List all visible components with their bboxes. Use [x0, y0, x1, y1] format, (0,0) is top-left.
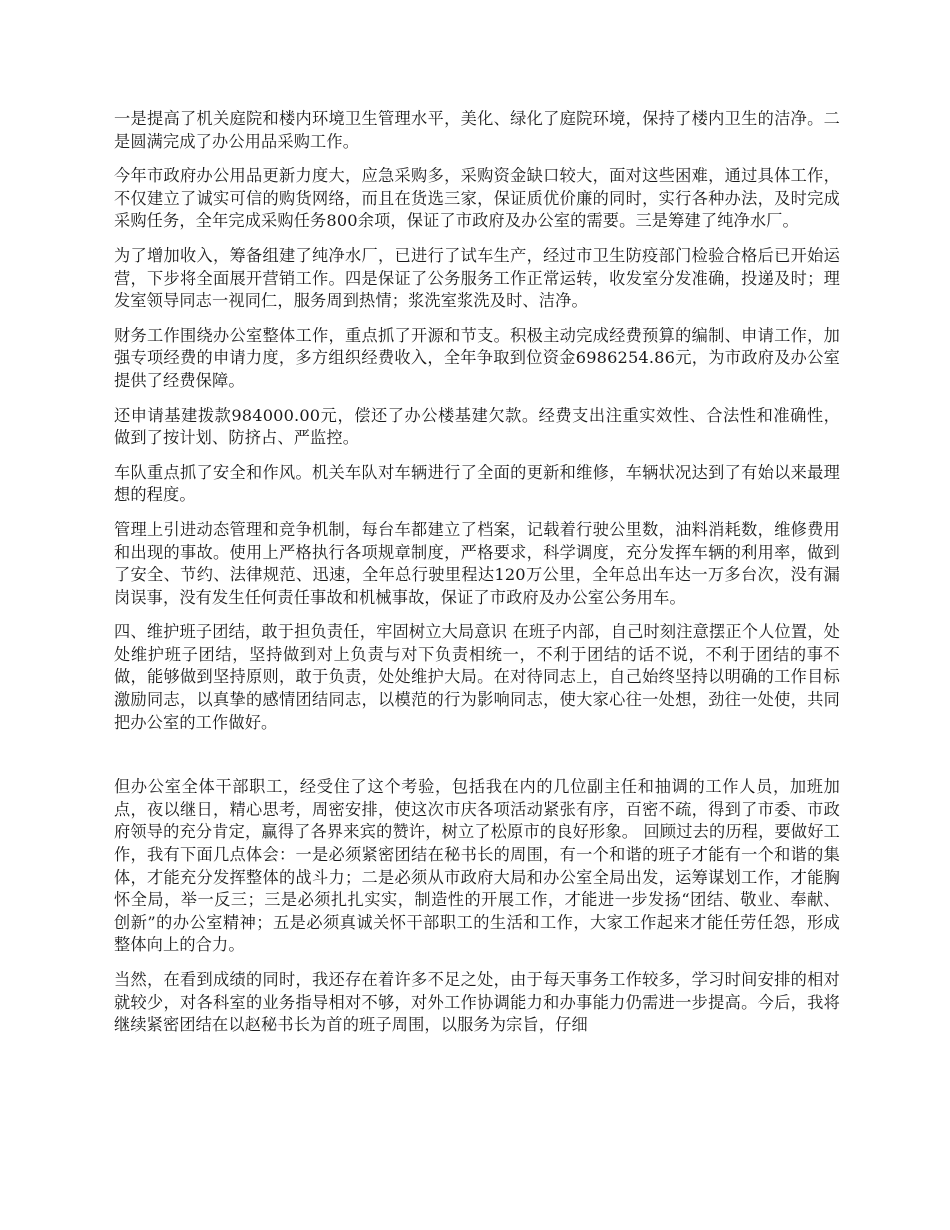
paragraph-5: 还申请基建拨款984000.00元，偿还了办公楼基建欠款。经费支出注重实效性、合法性和准确性，做到了按计划、防挤占、严监控。 [114, 405, 840, 448]
paragraph-3: 为了增加收入，筹备组建了纯净水厂，已进行了试车生产，经过市卫生防疫部门检验合格后已开始运营，下步将全面展开营销工作。四是保证了公务服务工作正常运转，收发室分发准确，投递及时；理发室领导同志一视同仁，服务周到热情；浆洗室浆洗及时、洁净。 [114, 245, 840, 311]
document-body [114, 108, 840, 1049]
paragraph-2: 今年市政府办公用品更新力度大，应急采购多，采购资金缺口较大，面对这些困难，通过具体工作，不仅建立了诚实可信的购货网络，而且在货选三家，保证质优价廉的同时，实行各种办法，及时完成采购任务，全年完成采购任务800余项，保证了市政府及办公室的需要。三是筹建了纯净水厂。 [114, 166, 840, 231]
paragraph-6: 车队重点抓了安全和作风。机关车队对车辆进行了全面的更新和维修，车辆状况达到了有始以来最理想的程度。 [114, 462, 840, 505]
paragraph-7: 管理上引进动态管理和竞争机制，每台车都建立了档案，记载着行驶公里数，油料消耗数，维修费用和出现的事故。使用上严格执行各项规章制度，严格要求，科学调度，充分发挥车辆的利用率，做到了安全、节约、法律规范、迅速，全年总行驶里程达120万公里，全年总出车达一万多台次，没有漏岗误事，没有发生任何责任事故和机械事故，保证了市政府及办公室公务用车。 [114, 519, 840, 607]
paragraph-4: 财务工作围绕办公室整体工作，重点抓了开源和节支。积极主动完成经费预算的编制、申请工作，加强专项经费的申请力度，多方组织经费收入，全年争取到位资金6986254.86元，为市政府及办公室提供了经费保障。 [114, 325, 840, 390]
paragraph-8: 四、维护班子团结，敢于担负责任，牢固树立大局意识 在班子内部，自己时刻注意摆正个人位置，处处维护班子团结，坚持做到对上负责与对下负责相统一，不利于团结的话不说，不利于团结的事不做，能够做到坚持原则，敢于负责，处处维护大局。在对待同志上，自己始终坚持以明确的工作目标激励同志，以真挚的感情团结同志，以模范的行为影响同志，使大家心往一处想，劲往一处使，共同把办公室的工作做好。 [114, 622, 840, 732]
paragraph-9: 但办公室全体干部职工，经受住了这个考验，包括我在内的几位副主任和抽调的工作人员，加班加点，夜以继日，精心思考，周密安排，使这次市庆各项活动紧张有序，百密不疏，得到了市委、市政府领导的充分肯定，赢得了各界来宾的赞许，树立了松原市的良好形象。 回顾过去的历程，要做好工作，我有下面几点体会：一是必须紧密团结在秘书长的周围，有一个和谐的班子才能有一个和谐的集体，才能充分发挥整体的战斗力；二是必须从市政府大局和办公室全局出发，运筹谋划工作，才能胸怀全局，举一反三；三是必须扎扎实实，制造性的开展工作，才能进一步发扬“团结、敬业、奉献、创新”的办公室精神；五是必须真诚关怀干部职工的生活和工作，大家工作起来才能任劳任怨，形成整体向上的合力。 [114, 777, 840, 955]
section-gap [114, 746, 840, 776]
paragraph-10: 当然，在看到成绩的同时，我还存在着许多不足之处，由于每天事务工作较多，学习时间安排的相对就较少，对各科室的业务指导相对不够，对外工作协调能力和办事能力仍需进一步提高。今后，我将继续紧密团结在以赵秘书长为首的班子周围，以服务为宗旨，仔细 [114, 970, 840, 1035]
paragraph-1: 一是提高了机关庭院和楼内环境卫生管理水平，美化、绿化了庭院环境，保持了楼内卫生的洁净。二是圆满完成了办公用品采购工作。 [114, 109, 840, 151]
